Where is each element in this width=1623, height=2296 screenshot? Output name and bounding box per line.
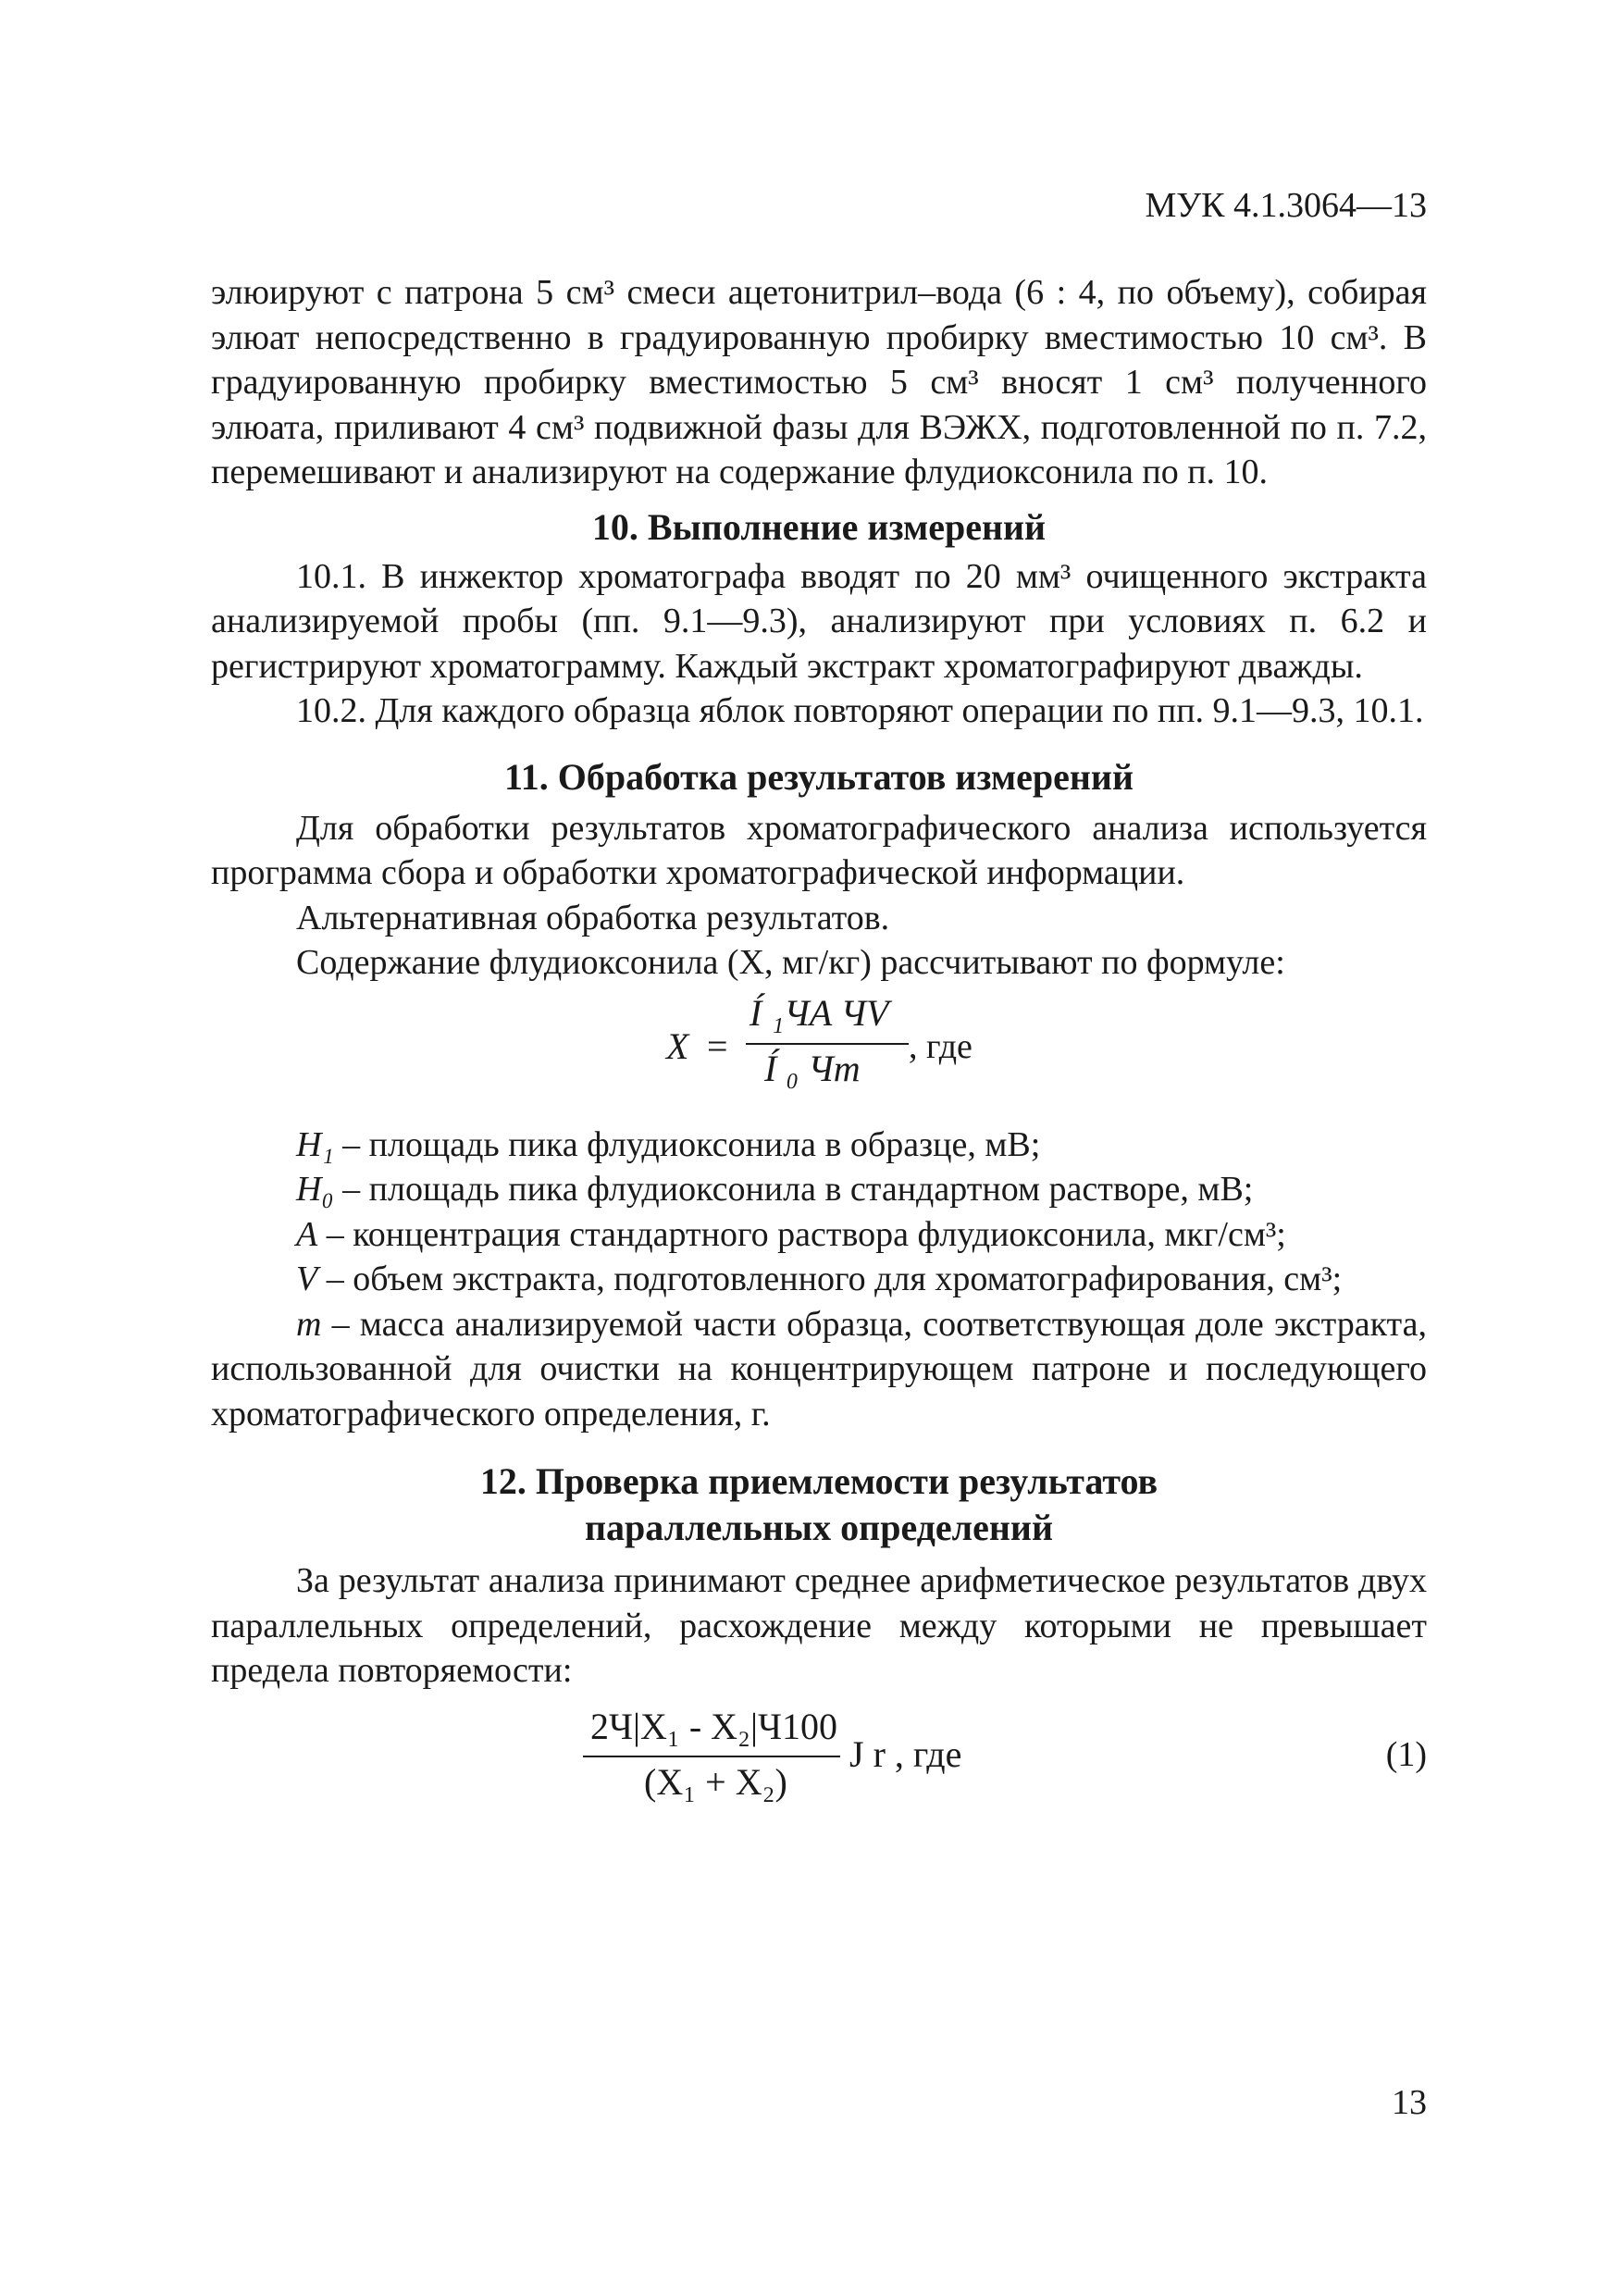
section-12-title-line-1: 12. Проверка приемлемости результатов bbox=[479, 1460, 1158, 1502]
section-10-paragraph-1: 10.1. В инжектор хроматографа вводят по 20 мм³ очищенного экстракта анализируемой пробы (пп. 9.1—9.3), анализируют при условиях п. 6.2 и регистрируют хроматограмму. Каждый экстракт хроматографируют дважды. bbox=[211, 556, 1427, 686]
page-header: МУК 4.1.3064—13 bbox=[1145, 186, 1427, 225]
definition-symbol: V bbox=[296, 1260, 318, 1298]
definition-item bbox=[211, 1123, 1427, 1168]
section-11-paragraph-3: Содержание флудиоксонила (X, мг/кг) рассчитывают по формуле: bbox=[296, 943, 1285, 982]
section-11-paragraph-2: Альтернативная обработка результатов. bbox=[296, 898, 890, 937]
definition-item bbox=[211, 1212, 1427, 1258]
definition-text: – масса анализируемой части образца, соответствующая доле экстракта, использованной для очистки на концентрирующем патроне и последующего хроматографического определения, г. bbox=[211, 1304, 1427, 1433]
repeatability-formula bbox=[211, 1705, 1427, 1825]
formula-lhs: X bbox=[666, 1024, 689, 1067]
formula-fraction-bar bbox=[746, 1043, 909, 1045]
formula-suffix: , где bbox=[909, 1026, 973, 1066]
definition-text: – площадь пика флудиоксонила в стандартном растворе, мВ; bbox=[333, 1170, 1254, 1209]
definition-text: – концентрация стандартного раствора флудиоксонила, мкг/см³; bbox=[317, 1214, 1286, 1254]
definition-text: – площадь пика флудиоксонила в образце, мВ; bbox=[333, 1124, 1041, 1164]
formula-equals: = bbox=[707, 1024, 728, 1067]
section-10-title: 10. Выполнение измерений bbox=[591, 505, 1047, 548]
definition-symbol: H₀ bbox=[296, 1170, 334, 1209]
formula-numerator: 2Ч|X₁ - X₂|Ч100 bbox=[590, 1705, 837, 1747]
definition-symbol: H₁ bbox=[296, 1124, 334, 1164]
intro-paragraph: элюируют с патрона 5 см³ смеси ацетонитрил–вода (6 : 4, по объему), собирая элюат непосредственно в градуированную пробирку вместимостью 10 см³. В градуированную пробирку вместимостью 5 см³ вносят 1 см³ полученного элюата, приливают 4 см³ подвижной фазы для ВЭЖХ, подготовленной по п. 7.2, перемешивают и анализируют на содержание флудиоксонила по п. 10. bbox=[211, 273, 1427, 491]
definition-item bbox=[211, 1257, 1427, 1302]
section-10-paragraph-2: 10.2. Для каждого образца яблок повторяют операции по пп. 9.1—9.3, 10.1. bbox=[296, 691, 1424, 730]
content-formula bbox=[211, 993, 1427, 1111]
page-body bbox=[211, 270, 1427, 1825]
section-12-title-line-2: параллельных определений bbox=[585, 1507, 1053, 1548]
formula-fraction-bar bbox=[583, 1756, 840, 1757]
formula-denominator: Í ₀ Чm bbox=[764, 1047, 861, 1089]
definition-symbol: A bbox=[296, 1214, 318, 1254]
definition-symbol: m bbox=[296, 1304, 322, 1344]
definition-item bbox=[211, 1167, 1427, 1212]
page-number: 13 bbox=[1392, 2083, 1427, 2122]
formula-denominator: (X₁ + X₂) bbox=[644, 1760, 787, 1803]
definition-text: – объем экстракта, подготовленного для хроматографирования, см³; bbox=[317, 1260, 1343, 1298]
formula-number: (1) bbox=[1385, 1734, 1427, 1774]
section-12-paragraph-1: За результат анализа принимают среднее арифметическое результатов двух параллельных определений, расхождение между которыми не превышает предела повторяемости: bbox=[211, 1561, 1427, 1690]
formula-numerator: Í ₁ЧA ЧV bbox=[750, 991, 889, 1034]
definition-item bbox=[211, 1302, 1427, 1437]
section-12-title bbox=[211, 1458, 1427, 1551]
section-11-paragraph-1: Для обработки результатов хроматографического анализа используется программа сбора и обработки хроматографической информации. bbox=[211, 808, 1427, 892]
section-11-title: 11. Обработка результатов измерений bbox=[503, 755, 1134, 798]
formula-relation: J r , где bbox=[849, 1732, 962, 1775]
